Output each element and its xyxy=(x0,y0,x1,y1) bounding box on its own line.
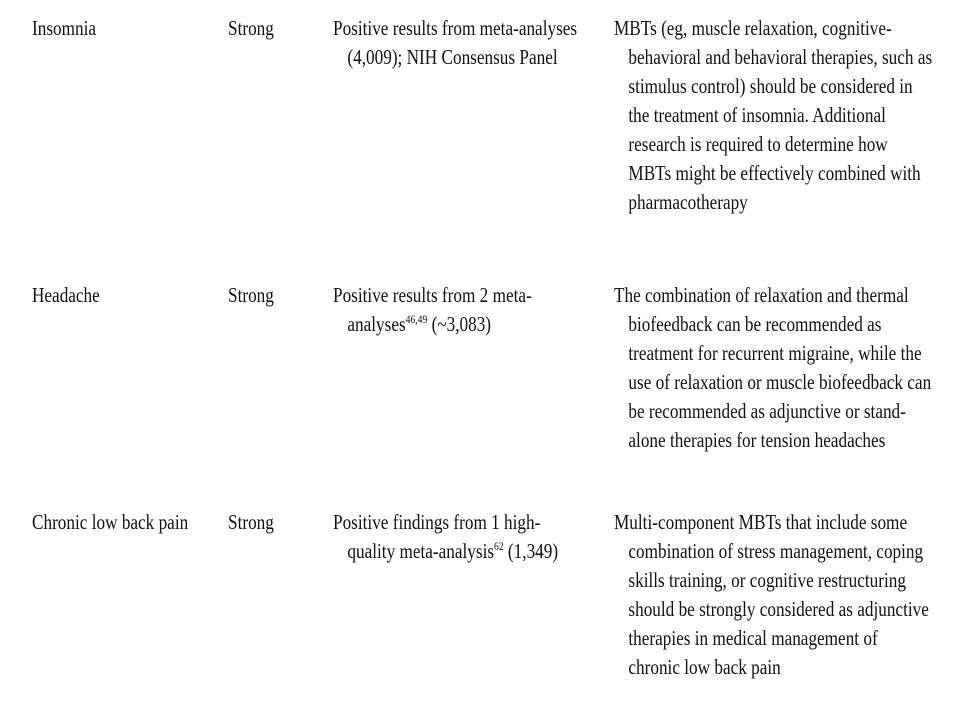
recommendation-line: be recommended as adjunctive or stand- xyxy=(628,399,906,423)
condition-cell: Chronic low back pain xyxy=(32,510,189,534)
evidence-level-cell: Strong xyxy=(228,510,274,534)
recommendation-line: research is required to determine how xyxy=(628,132,888,156)
sample-size: (1,349) xyxy=(503,539,559,563)
recommendation-line: should be strongly considered as adjunctive xyxy=(628,597,929,621)
condition-cell: Headache xyxy=(32,283,100,307)
evidence-line: Positive results from 2 meta- xyxy=(333,283,532,307)
recommendation-line: combination of stress management, coping xyxy=(628,539,924,563)
recommendation-line: MBTs (eg, muscle relaxation, cognitive- xyxy=(614,16,892,40)
citation-superscript: 46,49 xyxy=(405,311,428,326)
recommendation-line: stimulus control) should be considered in xyxy=(628,74,913,98)
recommendation-line: Multi-component MBTs that include some xyxy=(614,510,908,534)
recommendation-cell xyxy=(614,14,932,217)
recommendation-line: chronic low back pain xyxy=(628,655,781,679)
recommendation-line: alone therapies for tension headaches xyxy=(628,428,886,452)
condition-cell: Insomnia xyxy=(32,16,97,40)
recommendation-line: therapies in medical management of xyxy=(628,626,878,650)
evidence-level-cell: Strong xyxy=(228,16,274,40)
evidence-line xyxy=(333,537,558,566)
evidence-text: quality meta-analysis xyxy=(347,539,495,563)
recommendation-line: the treatment of insomnia. Additional xyxy=(628,103,886,127)
recommendation-line: treatment for recurrent migraine, while the xyxy=(628,341,922,365)
evidence-cell xyxy=(333,281,532,339)
recommendation-line: biofeedback can be recommended as xyxy=(628,312,882,336)
evidence-line: Positive results from meta-analyses xyxy=(333,16,578,40)
evidence-level-cell: Strong xyxy=(228,283,274,307)
evidence-line: (4,009); NIH Consensus Panel xyxy=(347,45,558,69)
recommendation-line: behavioral and behavioral therapies, such as xyxy=(628,45,933,69)
recommendation-cell xyxy=(614,508,929,682)
recommendation-line: The combination of relaxation and thermal xyxy=(614,283,909,307)
evidence-cell xyxy=(333,508,558,566)
evidence-cell xyxy=(333,14,577,72)
evidence-line: Positive findings from 1 high- xyxy=(333,510,541,534)
recommendation-cell xyxy=(614,281,931,455)
recommendation-line: pharmacotherapy xyxy=(628,190,748,214)
evidence-text: analyses xyxy=(347,312,406,336)
recommendation-line: use of relaxation or muscle biofeedback can xyxy=(628,370,932,394)
recommendation-line: skills training, or cognitive restructuring xyxy=(628,568,906,592)
citation-superscript: 62 xyxy=(494,538,504,553)
recommendation-line: MBTs might be effectively combined with xyxy=(628,161,921,185)
evidence-line xyxy=(333,310,532,339)
sample-size: (~3,083) xyxy=(427,312,492,336)
